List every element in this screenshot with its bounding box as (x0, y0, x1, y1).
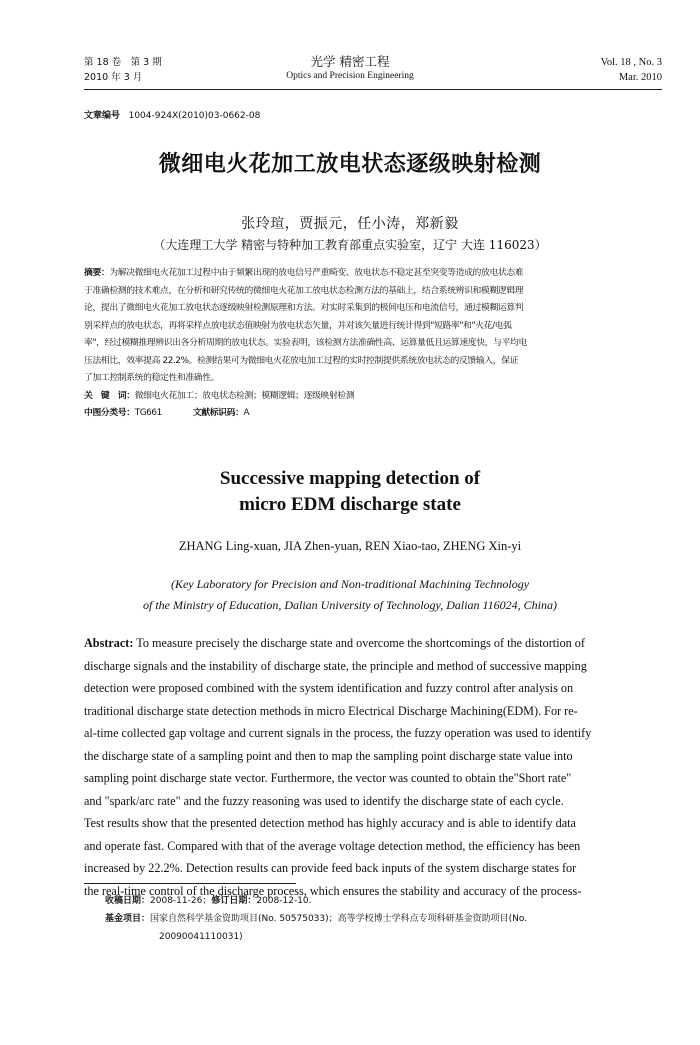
abstract-zh-label: 摘要： (84, 268, 110, 278)
footnote-fund (105, 911, 665, 927)
title-zh: 微细电火花加工放电状态逐级映射检测 (158, 152, 542, 177)
header-volume-zh: 第 18 卷 第 3 期 (84, 57, 162, 68)
fund-line1: 国家自然科学基金资助项目(No. 50575033)；高等学校博士学科点专项科研基金资助项目(No. (150, 914, 528, 924)
revised-label: 修订日期： (211, 896, 257, 906)
classification (84, 405, 662, 423)
abstract-en-label: Abstract: (84, 636, 134, 650)
abstract-en-line: al-time collected gap voltage and current signals in the process, the fuzzy operation was used to identify (84, 726, 592, 740)
abstract-en (84, 632, 662, 902)
footnote-dates (105, 893, 665, 909)
keywords-zh-label: 关 键 词： (84, 390, 135, 401)
header-journal-en: Optics and Precision Engineering (286, 71, 414, 81)
affiliation-en-line2: of the Ministry of Education, Dalian University of Technology, Dalian 116024, China) (143, 598, 557, 612)
revised-date: 2008-12-10. (256, 896, 312, 906)
header-volume-en: Vol. 18 , No. 3 (600, 57, 662, 68)
header-date-zh: 2010 年 3 月 (84, 72, 143, 83)
abstract-zh-line: 论，提出了微细电火花加工放电状态逐级映射检测原理和方法。对实时采集到的极间电压和电流信号，通过模糊运算判 (84, 303, 524, 313)
received-label: 收稿日期： (105, 896, 151, 906)
abstract-en-line: increased by 22.2%. Detection results can provide feed back inputs of the system discharge states for (84, 861, 577, 875)
article-number (84, 108, 260, 124)
authors-en: ZHANG Ling-xuan, JIA Zhen-yuan, REN Xiao-tao, ZHENG Xin-yi (178, 539, 522, 553)
title-en-line1: Successive mapping detection of (219, 468, 481, 489)
affiliation-en-line1: (Key Laboratory for Precision and Non-traditional Machining Technology (170, 577, 530, 591)
abstract-zh-line: 了加工控制系统的稳定性和准确性。 (84, 373, 220, 383)
abstract-zh-line: 摘要：为解决微细电火花加工过程中由于频繁出现的放电信号严重畸变、放电状态不稳定甚至突变等造成的放电状态难 (84, 268, 524, 278)
fund-label: 基金项目： (105, 914, 151, 924)
footnote-rule (84, 883, 296, 884)
received-date: 2008-11-26； (150, 896, 212, 906)
abstract-en-line: Abstract: To measure precisely the discharge state and overcome the shortcomings of the distortion of (84, 636, 585, 650)
class-no-label: 中图分类号： (84, 408, 135, 418)
abstract-en-line: Test results show that the presented detection method has highly accuracy and is able to identify data (84, 816, 576, 830)
abstract-zh-line: 于准确检测的技术难点，在分析和研究传统的微细电火花加工放电状态检测方法的基础上，结合系统辨识和模糊逻辑理 (84, 285, 524, 296)
article-number-label: 文章编号 (84, 111, 121, 121)
abstract-en-line: and operate fast. Compared with that of the average voltage detection method, the efficiency has been (84, 838, 581, 853)
abstract-zh (84, 265, 662, 423)
header-date-en: Mar. 2010 (618, 72, 662, 83)
abstract-en-line: the real-time control of the discharge process, which ensures the stability and accuracy of the process- (84, 883, 582, 898)
header-rule (84, 89, 662, 90)
article-number-value: 1004-924X(2010)03-0662-08 (128, 111, 261, 121)
class-no-value: TG661 (134, 408, 162, 418)
abstract-zh-line: 别采样点的放电状态，再将采样点放电状态值映射为放电状态矢量，并对该矢量进行统计得到"短路率"和"火花/电弧 (84, 320, 512, 331)
abstract-en-line: sampling point discharge state vector. Furthermore, the vector was counted to obtain the"Short rate" (84, 771, 572, 785)
abstract-en-line: discharge signals and the instability of discharge state, the principle and method of successive mapping (84, 658, 587, 673)
doc-code-label: 文献标识码： (192, 408, 244, 418)
affiliation-zh: （大连理工大学 精密与特种加工教育部重点实验室，辽宁 大连 116023） (153, 238, 547, 252)
header-journal-zh: 光学 精密工程 (310, 54, 390, 69)
title-en-line2: micro EDM discharge state (239, 494, 461, 515)
footnote-fund-line2: 20090041110031) (159, 932, 243, 942)
authors-zh: 张玲瑄，贾振元，任小涛，郑新毅 (241, 216, 459, 232)
keywords-zh-value: 微细电火花加工；放电状态检测；模糊逻辑；逐级映射检测 (134, 390, 355, 401)
keywords-zh (84, 388, 662, 406)
abstract-en-line: and "spark/arc rate" and the fuzzy reasoning was used to identify the discharge state of each cycle. (84, 793, 564, 808)
abstract-zh-line: 率"，经过模糊推理辨识出各分析周期的放电状态。实验表明，该检测方法准确性高、运算量低且运算速度快，与平均电 (84, 338, 527, 348)
abstract-en-line: traditional discharge state detection methods in micro Electrical Discharge Machining(EDM). For re- (84, 703, 578, 718)
doc-code-value: A (243, 408, 250, 418)
abstract-en-line: detection were proposed combined with the system identification and fuzzy control after analysis on (84, 681, 574, 695)
abstract-en-line: the discharge state of a sampling point and then to map the sampling point discharge state value into (84, 748, 573, 763)
abstract-zh-line: 压法相比，效率提高 22.2%。检测结果可为微细电火花放电加工过程的实时控制提供系统放电状态的反馈输入，保证 (84, 355, 519, 366)
